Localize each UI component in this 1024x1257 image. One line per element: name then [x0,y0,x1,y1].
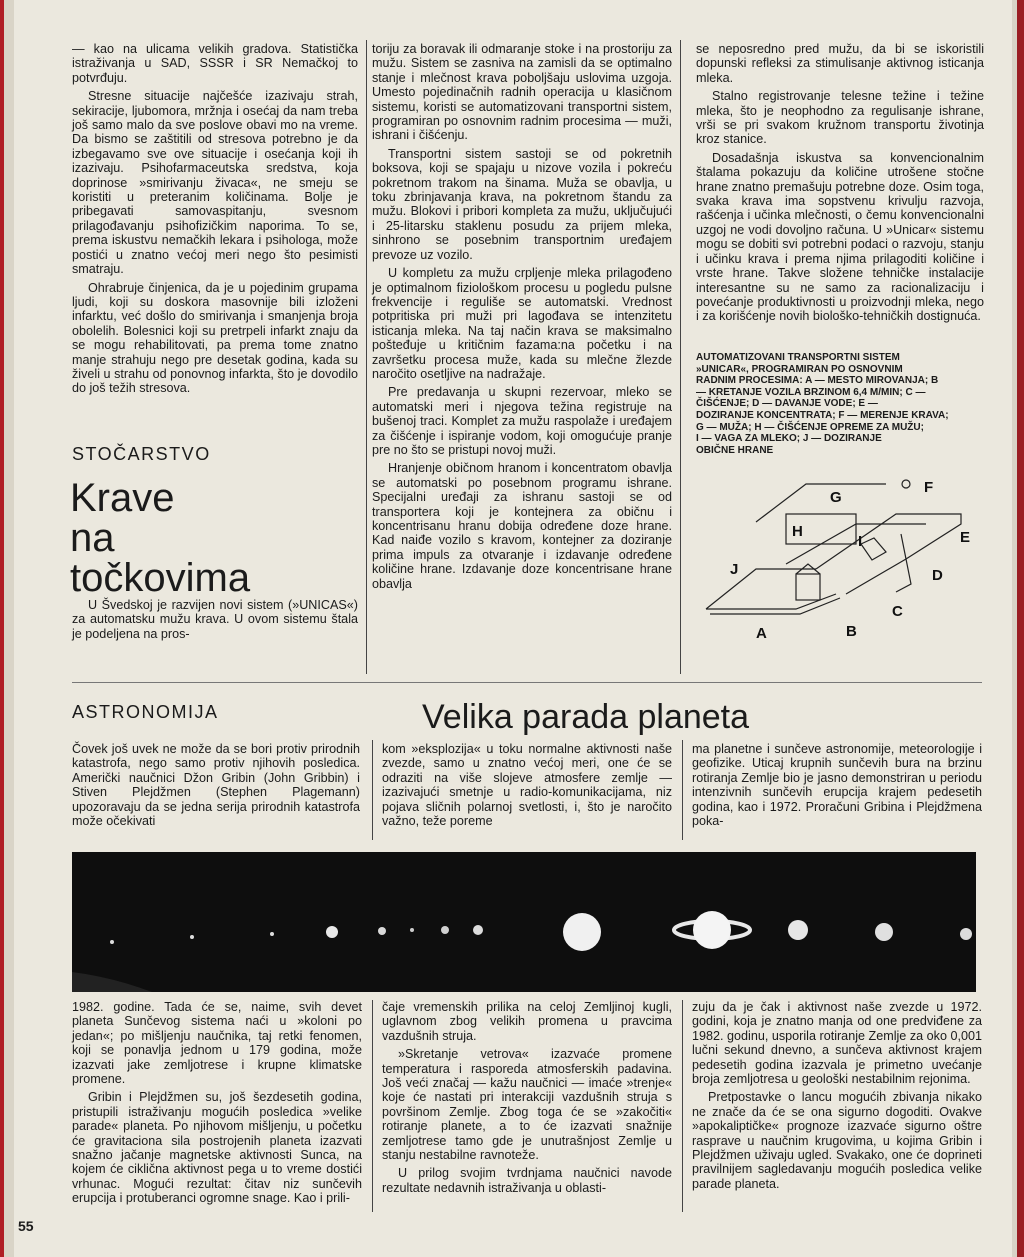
column-divider [372,1000,373,1212]
column-divider [682,740,683,840]
cows-intro [72,598,358,645]
headline-velika-parada: Velika parada planeta [422,698,750,736]
paragraph: Gribin i Plejdžmen su, još šezdesetih godina, pristupili istraživanju mogućih posledica »velike parade« planeta. Po njihovom mišljenju, u početku će gravitaciona sila postrojenih planeta izazvati snažno jačanje magnetske aktivnosti Sunca, na kojem će ciklična aktivnost pega u to vreme dostići vrhunac. Mogući rezultat: čitav niz sunčevih erupcija i protuberanci ogromne snage. Kao i prili- [72,1090,362,1206]
column-divider [372,740,373,840]
headline-line: točkovima [70,556,251,600]
page-edge-right [1012,0,1024,1257]
astronomy-col-2 [382,1000,672,1199]
paragraph: Stalno registrovanje telesne težine i težine mleka, što je neophodno za regulisanje ishrane, vrši se pri svakom kružnom transportu životinja kroz stanice. [696,89,984,147]
article-separator [72,682,982,683]
paragraph: U prilog svojim tvrdnjama naučnici navode rezultate nedavnih istraživanja u oblasti- [382,1166,672,1195]
label-f: F [924,479,934,496]
astronomy-intro-col-2 [382,742,672,832]
paragraph: — kao na ulicama velikih gradova. Statistička istraživanja u SAD, SSSR i SR Nemačkoj to potvrđuju. [72,42,358,85]
paragraph: 1982. godine. Tada će se, naime, svih devet planeta Sunčevog sistema naći u »koloni po jedan«; po mišljenju naučnika, taj retki fenomen, koji se ponavlja jednom u 179 godina, može izazvati jake zemljotrese i krupne klimatske promene. [72,1000,362,1087]
astronomy-col-1 [72,1000,362,1210]
label-a: A [756,625,767,642]
paragraph: ma planetne i sunčeve astronomije, meteorologije i geofizike. Uticaj krupnih sunčevih bura na brzinu rotiranja Zemlje bio je jasno demonstriran u periodu intenzivnih sunčevih erupcija krajem pedesetih godina, kao i 1972. Proračuni Gribina i Plejdžmena poka- [692,742,982,829]
diagram-caption [696,352,986,456]
paragraph: Transportni sistem sastoji se od pokretnih boksova, koji se spajaju u nizove vozila i pokreću pokretnom trakom na šinama. Muža se obavlja, u toku zbrinjavanja krava, na pokretnom štandu za mužu. Blokovi i pribori kompleta za mužu, uključujući i 25-litarsku staklenu posudu za prijem mleka, sinhrono se posebnim transportnim uređajem prevoze uz vozilo. [372,146,672,262]
paragraph: U Švedskoj je razvijen novi sistem (»UNICAS«) za automatsku mužu krava. U ovom sistemu štala je podeljena na pros- [72,598,358,641]
label-c: C [892,603,903,620]
stress-article-column [72,42,358,400]
caption-line: AUTOMATIZOVANI TRANSPORTNI SISTEM [696,352,900,363]
cows-article-column-3 [696,42,984,328]
column-divider [682,1000,683,1212]
astronomy-intro-col-1 [72,742,360,832]
paragraph: Pre predavanja u skupni rezervoar, mleko se automatski meri i njegova težina registruje na bušenoj traci. Komplet za mužu raspolaže i uređajem za čišćenje i ispiranje vodom, koji omogućuje pranje pre no što se pristupi novoj muži. [372,385,672,457]
planet-parade-image [72,852,976,992]
page-number: 55 [18,1218,34,1234]
caption-line: OBIČNE HRANE [696,444,774,456]
caption-line: RADNIM PROCESIMA: A — MESTO MIROVANJA; B [696,375,939,387]
caption-line: I — VAGA ZA MLEKO; J — DOZIRANJE [696,433,882,445]
section-label-astronomija: ASTRONOMIJA [72,702,219,722]
paragraph: zuju da je čak i aktivnost naše zvezde u 1972. godini, koja je znatno manja od one predviđene za 1982. godinu, usporila rotiranje Zemlje za oko 0,001 lučni sekund dnevno, a sunčeva aktivnost krajem pedesetih godina izazvala je primetno uvećanje broja zemljotresa u geološki nestabilnim rejonima. [692,1000,982,1087]
paragraph: Dosadašnja iskustva sa konvencionalnim štalama pokazuju da količine utrošene stočne hrane znatno premašuju potrebne doze. Osim toga, svaka krava ima sopstvenu krivulju razvoja, rašćenja i učinka mlečnosti, o čemu konvencionalni uzgoj ne vodi dovoljno računa. U »Unicar« sistemu mogu se dobiti svi potrebni podaci o razvoju, stanju i učinku krava i prema njima prilagoditi količine i vrste hrane. Takve složene tehničke instalacije interesantne su ne samo za racionalizaciju i povećanje produktivnosti u proizvodnji mleka, nego i za korišćenje novih biološko-tehničkih dostignuća. [696,150,984,324]
paragraph: Čovek još uvek ne može da se bori protiv prirodnih katastrofa, nego samo protiv njihovih posledica. Američki naučnici Džon Gribin (John Gribbin) i Stiven Plejdžmen (Stephen Plagemann) upozoravaju da se jedna serija prirodnih katastrofa može očekivati [72,742,360,829]
caption-line: — KRETANJE VOZILA BRZINOM 6,4 M/MIN; C — [696,386,926,398]
paragraph: Ohrabruje činjenica, da je u pojedinim grupama ljudi, koji su doskora masovnije bili izloženi infarktu, već došlo do smirivanja i smanjenja broja obolelih. Bolesnici koji su pretrpeli infarkt znaju da se mogu rehabilitovati, pa prema tome znatno manje strahuju nego pre desetak godina, kada su živeli u strahu od ponovnog infarkta, što je dovodilo do još težih stresova. [72,280,358,396]
label-b: B [846,623,857,640]
paragraph: kom »eksplozija« u toku normalne aktivnosti naše zvezde, samo u znatno većoj meri, one će se odraziti na više slojeve atmosfere zemlje — izazivajući smetnje u radio-komunikacijama, niz pojava sličnih polarnoj svetlosti, i, što je naročito važno, teže poreme [382,742,672,829]
diagram-circle-marker [902,480,910,488]
cows-article-column-2 [372,42,672,595]
planets-illustration [72,852,976,992]
label-h: H [792,523,803,540]
label-i: I [858,533,863,550]
headline-line: Krave [70,476,175,520]
paragraph: »Skretanje vetrova« izazvaće promene temperatura i rasporeda atmosferskih padavina. Još veći značaj — kažu naučnici — imaće »trenje« koje će nastati pri interakciji vazdušnih struja s površinom Zemlje. Zbog toga će se »zakočiti« rotiranje planete, a to će izazvati snažnije zemljotrese tamo gde je unutrašnjost Zemlje u stanju nestabilne ravnoteže. [382,1047,672,1163]
unicar-system-diagram [696,474,986,644]
headline-krave [70,478,360,598]
caption-line: ČIŠĆENJE; D — DAVANJE VODE; E — [696,398,878,410]
paragraph: toriju za boravak ili odmaranje stoke i na prostoriju za mužu. Sistem se zasniva na zamisli da se optimalno stanje i mlečnost krava poboljšaju uslovima uzgoja. Umesto pojedinačnih radnih operacija u klasičnom sistemu, koristi se automatizovani transportni sistem, programiran po osnovnim radnim procesima — muži, ishrani i čišćenju. [372,42,672,143]
caption-line: DOZIRANJE KONCENTRATA; F — MERENJE KRAVA; [696,409,949,421]
astronomy-intro-col-3 [692,742,982,832]
paragraph: čaje vremenskih prilika na celoj Zemljinoj kugli, uglavnom zbog velikih promena u pravcima vazdušnih struja. [382,1000,672,1043]
caption-line: »UNICAR«, PROGRAMIRAN PO OSNOVNIM [696,363,903,375]
page-edge-left [0,0,14,1257]
paragraph: Pretpostavke o lancu mogućih zbivanja nikako ne znače da će se ona sigurno dogoditi. Ovakve »apokaliptičke« prognoze izazvaće sigurno oštre rasprave u naučnim krugovima, u kojima Gribin i Plejdžmen uživaju ugled. Svakako, one će doprineti pravilnijem sagledavanju mogućih posledica velike parade planeta. [692,1090,982,1191]
headline-line: na [70,516,115,560]
paragraph: Hranjenje običnom hranom i koncentratom obavlja se automatski po posebnom programu ishrane. Specijalni uređaji za ishranu sastoji se od transportera koji je kontejnera za običnu i koncentrisanu hranu dobija određene doze hrane. Kad naiđe vozilo s kravom, kontejner za doziranje prima impuls za otvaranje i izdavanje određene količine hrane. Izdavanje doze koncentrisane hrane obavlja [372,461,672,591]
label-d: D [932,567,943,584]
paragraph: se neposredno pred mužu, da bi se iskoristili dopunski refleksi za stimulisanje aktivnog isticanja mleka. [696,42,984,85]
column-divider [366,40,367,674]
label-g: G [830,489,842,506]
astronomy-col-3 [692,1000,982,1195]
caption-line: G — MUŽA; H — ČIŠĆENJE OPREME ZA MUŽU; [696,421,924,433]
label-j: J [730,561,739,578]
section-label-stocarstvo: STOČARSTVO [72,444,211,464]
paragraph: Stresne situacije najčešće izazivaju strah, sekiracije, ljubomora, mržnja i osećaj da nam treba još samo malo da sve poslove obavi mo na vreme. Da bismo se zaštitili od stresova potrebno je da izbegavamo sve ove situacije i osećanja koji ih izazivaju. Psihofarmaceutska sredstva, koja doprinose »smirivanju živaca«, ne smeju se koristiti u preteranim količinama. Bolje je pribegavati samovaspitanju, svesnom prilagođavanju psihofizičkim naporima. To se, prema iskustvu nemačkih lekara i psihologa, može postići u znatno većoj meri nego što pesimisti smatraju. [72,89,358,277]
paragraph: U kompletu za mužu crpljenje mleka prilagođeno je optimalnom fiziološkom procesu u pogledu pulsne frekvencije i reguliše se automatski. Vrednost potpritiska pri muži pri lagođava se intenzitetu isticanja mleka. Na taj način krava se maksimalno pošteđuje u kritičnim fazama:na početku i na završetku procesa muže, kada su mlečne žlezde naročito osetljive na nadražaje. [372,266,672,381]
label-e: E [960,529,971,546]
column-divider [680,40,681,674]
